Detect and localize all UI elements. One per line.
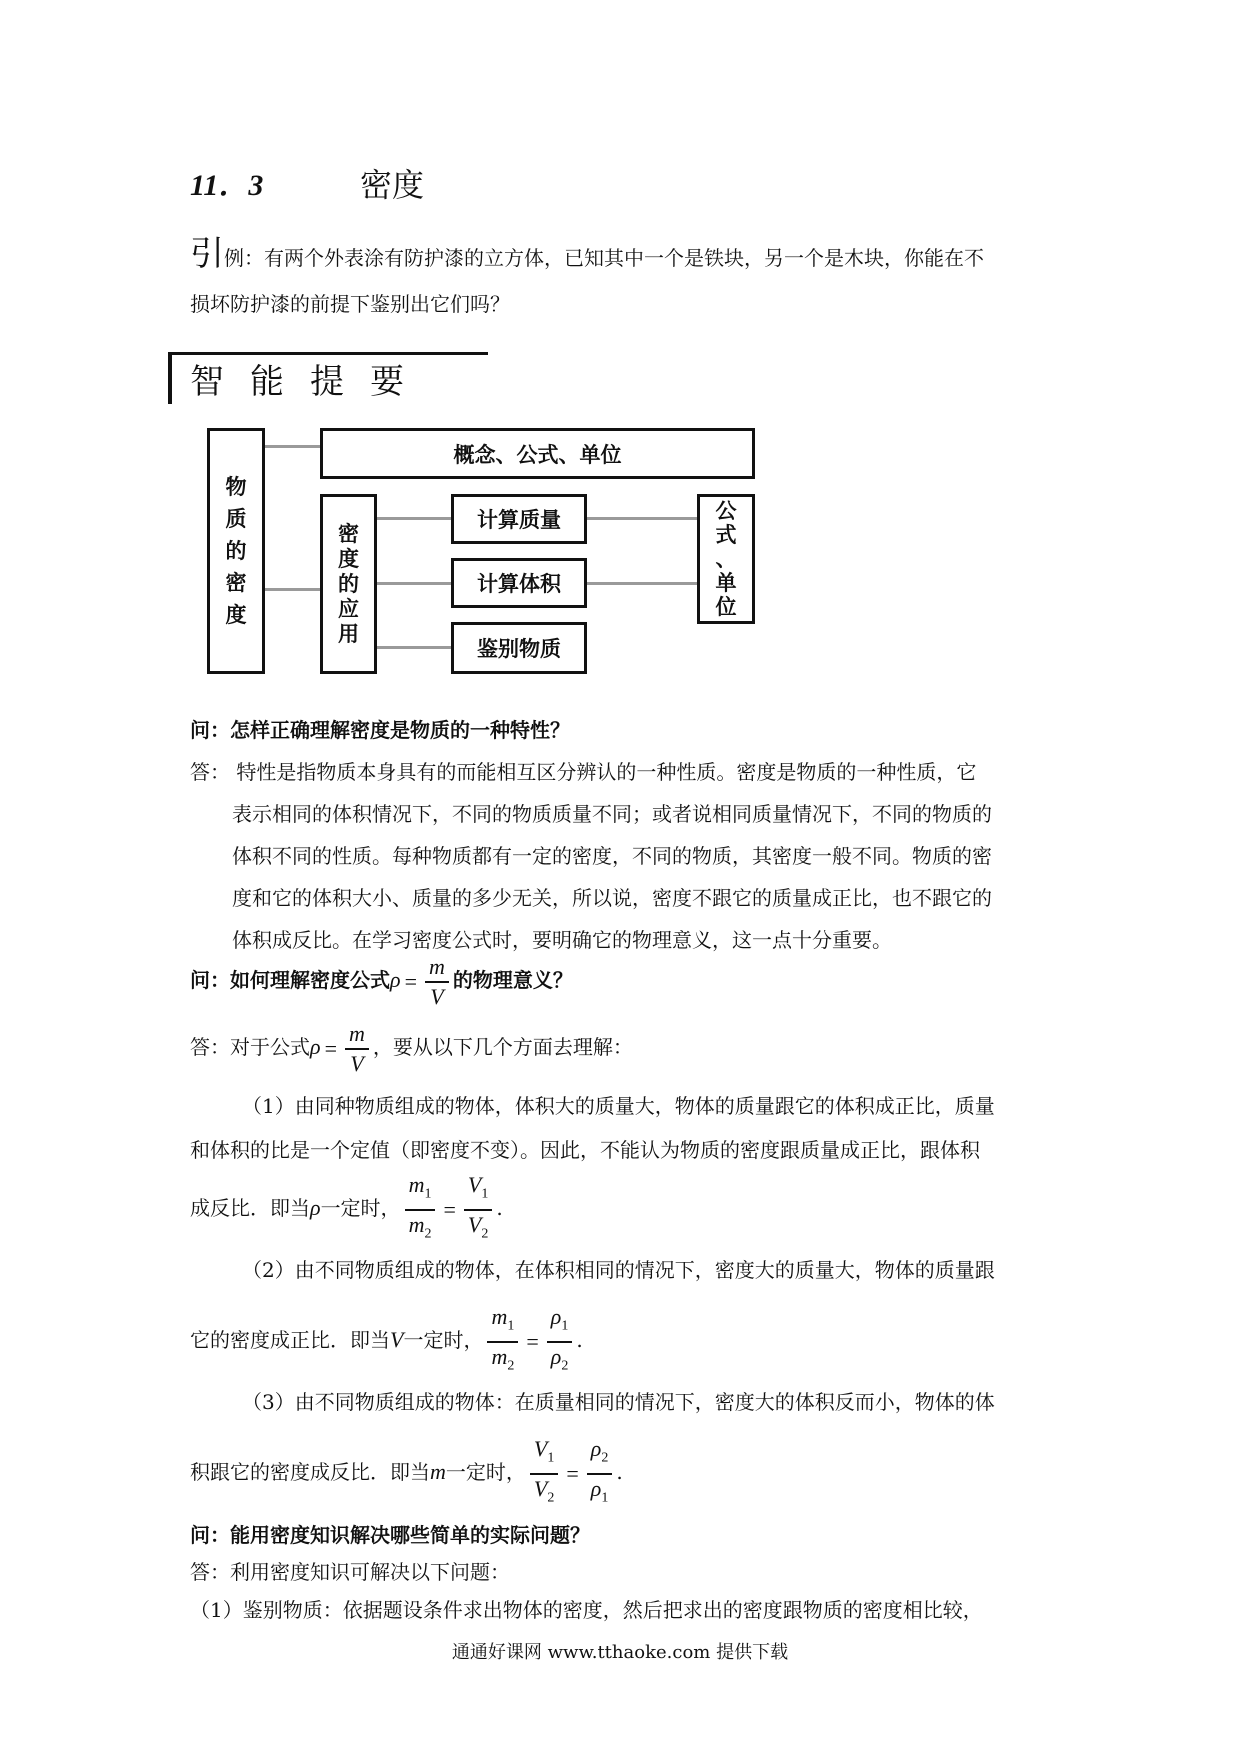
point-1-line-3: 成反比．即当ρ一定时， $\frac{m_1}{m_2}$ = $\frac{V_1}{V_2}$ . bbox=[190, 1172, 503, 1241]
question-3: 问：能用密度知识解决哪些简单的实际问题？ bbox=[190, 1523, 590, 1547]
answer-1-line-3: 体积不同的性质。每种物质都有一定的密度，不同的物质，其密度一般不同。物质的密 bbox=[232, 844, 992, 868]
answer-3-item-1: （1）鉴别物质：依据题设条件求出物体的密度，然后把求出的密度跟物质的密度相比较， bbox=[190, 1598, 983, 1622]
connector-line bbox=[265, 445, 323, 448]
connector-line bbox=[585, 582, 697, 585]
intro-text-1: 例：有两个外表涂有防护漆的立方体，已知其中一个是铁块，另一个是木块，你能在不 bbox=[224, 246, 984, 270]
point-1-line-1: （1）由同种物质组成的物体，体积大的质量大，物体的质量跟它的体积成正比，质量 bbox=[242, 1094, 995, 1118]
point-3-line-1: （3）由不同物质组成的物体：在质量相同的情况下，密度大的体积反而小，物体的体 bbox=[242, 1390, 995, 1414]
section-number: 11．3 bbox=[190, 169, 264, 202]
density-formula-2: $\frac{m}{V}$ bbox=[345, 1020, 369, 1078]
heading-left-rule bbox=[168, 352, 172, 404]
question-2: 问：如何理解密度公式ρ = $\frac{m}{V}$ 的物理意义？ bbox=[190, 953, 573, 1009]
intro-line-1 bbox=[190, 232, 1070, 280]
page-title: 密度 bbox=[360, 166, 425, 204]
box-density-of-matter: 物 质 的 密 度 bbox=[207, 428, 265, 674]
answer-1-line-2: 表示相同的体积情况下，不同的物质质量不同；或者说相同质量情况下，不同的物质的 bbox=[232, 802, 992, 826]
connector-line bbox=[375, 646, 453, 649]
point-3-line-2: 积跟它的密度成反比．即当m一定时， $\frac{V_1}{V_2}$ = $\frac{\rho_2}{\rho_1}$ . bbox=[190, 1436, 623, 1505]
point-2-line-2: 它的密度成正比．即当V一定时， $\frac{m_1}{m_2}$ = $\frac{\rho_1}{\rho_2}$ . bbox=[190, 1304, 583, 1373]
point-2-line-1: （2）由不同物质组成的物体，在体积相同的情况下，密度大的质量大，物体的质量跟 bbox=[242, 1258, 995, 1282]
connector-line bbox=[375, 517, 453, 520]
intro-lead-char: 引 bbox=[190, 234, 224, 274]
answer-3: 答：利用密度知识可解决以下问题： bbox=[190, 1560, 510, 1584]
answer-1-line-5: 体积成反比。在学习密度公式时，要明确它的物理意义，这一点十分重要。 bbox=[232, 928, 892, 952]
section-heading-text: 智能提要 bbox=[190, 362, 430, 402]
section-heading bbox=[168, 352, 488, 402]
page-footer: 通通好课网 www.tthaoke.com 提供下载 bbox=[451, 1642, 789, 1663]
question-1: 问：怎样正确理解密度是物质的一种特性？ bbox=[190, 718, 570, 742]
connector-line bbox=[265, 588, 323, 591]
box-density-application: 密 度 的 应 用 bbox=[320, 494, 377, 674]
density-formula: $\frac{m}{V}$ bbox=[425, 953, 449, 1011]
connector-line bbox=[375, 582, 453, 585]
answer-2: 答：对于公式ρ = $\frac{m}{V}$ ，要从以下几个方面去理解： bbox=[190, 1020, 633, 1076]
box-calc-mass: 计算质量 bbox=[451, 494, 587, 544]
intro-line-2: 损坏防护漆的前提下鉴别出它们吗？ bbox=[190, 292, 510, 316]
box-formula-unit: 公 式 、 单 位 bbox=[697, 494, 755, 624]
heading-top-rule bbox=[168, 352, 488, 355]
connector-line bbox=[585, 517, 697, 520]
answer-1-line-4: 度和它的体积大小、质量的多少无关，所以说，密度不跟它的质量成正比，也不跟它的 bbox=[232, 886, 992, 910]
point-1-line-2: 和体积的比是一个定值（即密度不变）。因此，不能认为物质的密度跟质量成正比，跟体积 bbox=[190, 1138, 980, 1162]
box-concept-formula-unit: 概念、公式、单位 bbox=[320, 428, 755, 479]
answer-label: 答： bbox=[190, 760, 230, 784]
answer-1-line-1: 答： 特性是指物质本身具有的而能相互区分辨认的一种性质。密度是物质的一种性质，它 bbox=[190, 760, 977, 784]
box-identify-substance: 鉴别物质 bbox=[451, 622, 587, 674]
box-calc-volume: 计算体积 bbox=[451, 558, 587, 608]
